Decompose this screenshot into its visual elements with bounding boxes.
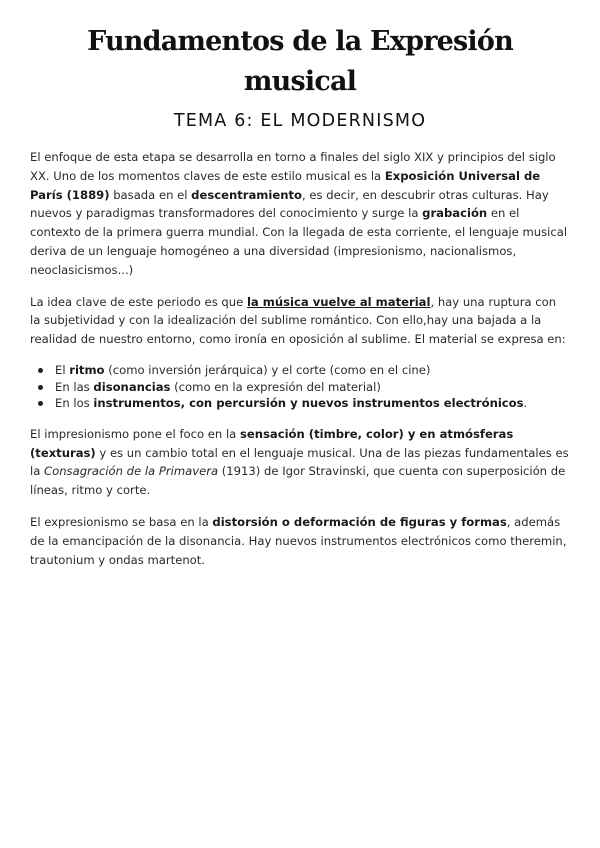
intro-text-1: El enfoque de esta etapa se desarrolla en torno a finales del siglo XIX y principios del siglo XX. Uno de los momentos claves de este estilo musical es la — [30, 150, 556, 183]
key-idea-text-1: La idea clave de este periodo es que — [30, 294, 247, 309]
impresionismo-text-2: y es un cambio total en el lenguaje musical. Una de las piezas fundamentales es la — [30, 445, 569, 479]
impresionismo-text-1: El impresionismo pone el foco en la — [30, 426, 240, 441]
list-item — [30, 379, 570, 396]
list-item — [30, 362, 570, 379]
key-idea-text-2: , hay una ruptura con la subjetividad y con la idealización del sublime romántico. Con ello,hay una bajada a la realidad de nuestro entorno, como ironía en oposición al sublime. El material se expresa en: — [30, 294, 566, 347]
topic-subtitle: TEMA 6: EL MODERNISMO — [173, 111, 427, 131]
impresionismo-bold: sensación (timbre, color) y en atmósferas (texturas) — [30, 426, 514, 460]
paragraph-impresionismo — [30, 425, 570, 500]
intro-text-4: en el contexto de la primera guerra mundial. Con la llegada de esta corriente, el lenguaje musical deriva de un lenguaje homogéneo a una diversidad (impresionismo, nacionalismos, neoclasicismos...) — [30, 206, 568, 277]
paragraph-expresionismo — [30, 513, 570, 569]
intro-bold-descentramiento: descentramiento — [191, 187, 302, 202]
intro-text-3: , es decir, en descubrir otras culturas. Hay nuevos y paradigmas transformadores del conocimiento y surge la — [30, 187, 549, 221]
list-item-post: . — [523, 396, 528, 411]
paragraph-key-idea — [30, 293, 570, 349]
expresionismo-bold: distorsión o deformación de figuras y formas — [212, 514, 507, 529]
impresionismo-text-3: (1913) de Igor Stravinski, que cuenta con superposición de líneas, ritmo y corte. — [30, 464, 566, 498]
list-item-pre: El — [55, 362, 70, 377]
list-item-post: (como inversión jerárquica) y el corte (como en el cine) — [104, 362, 431, 377]
list-item-bold: instrumentos, con percursión y nuevos instrumentos electrónicos — [93, 396, 524, 411]
document-title: Fundamentos de la Expresión musical — [87, 26, 513, 97]
bullet-icon — [38, 368, 43, 373]
list-item-pre: En los — [55, 396, 94, 411]
paragraph-intro — [30, 148, 570, 280]
material-list — [30, 362, 570, 412]
list-item-bold: ritmo — [69, 362, 105, 377]
key-idea-underlined: la música vuelve al material — [246, 294, 431, 309]
list-item — [30, 395, 570, 412]
bullet-icon — [38, 385, 43, 390]
list-item-post: (como en la expresión del material) — [170, 379, 381, 394]
list-item-pre: En las — [55, 379, 94, 394]
expresionismo-text-1: El expresionismo se basa en la — [30, 514, 213, 529]
impresionismo-italic-work: Consagración de la Primavera — [44, 464, 219, 479]
bullet-icon — [38, 401, 43, 406]
expresionismo-text-2: , además de la emancipación de la disonancia. Hay nuevos instrumentos electrónicos como theremin, trautonium y ondas martenot. — [30, 514, 567, 567]
list-item-bold: disonancias — [93, 379, 171, 394]
intro-bold-exposicion: Exposición Universal de París (1889) — [30, 168, 541, 202]
intro-text-2: basada en el — [109, 187, 192, 202]
intro-bold-grabacion: grabación — [422, 206, 488, 221]
